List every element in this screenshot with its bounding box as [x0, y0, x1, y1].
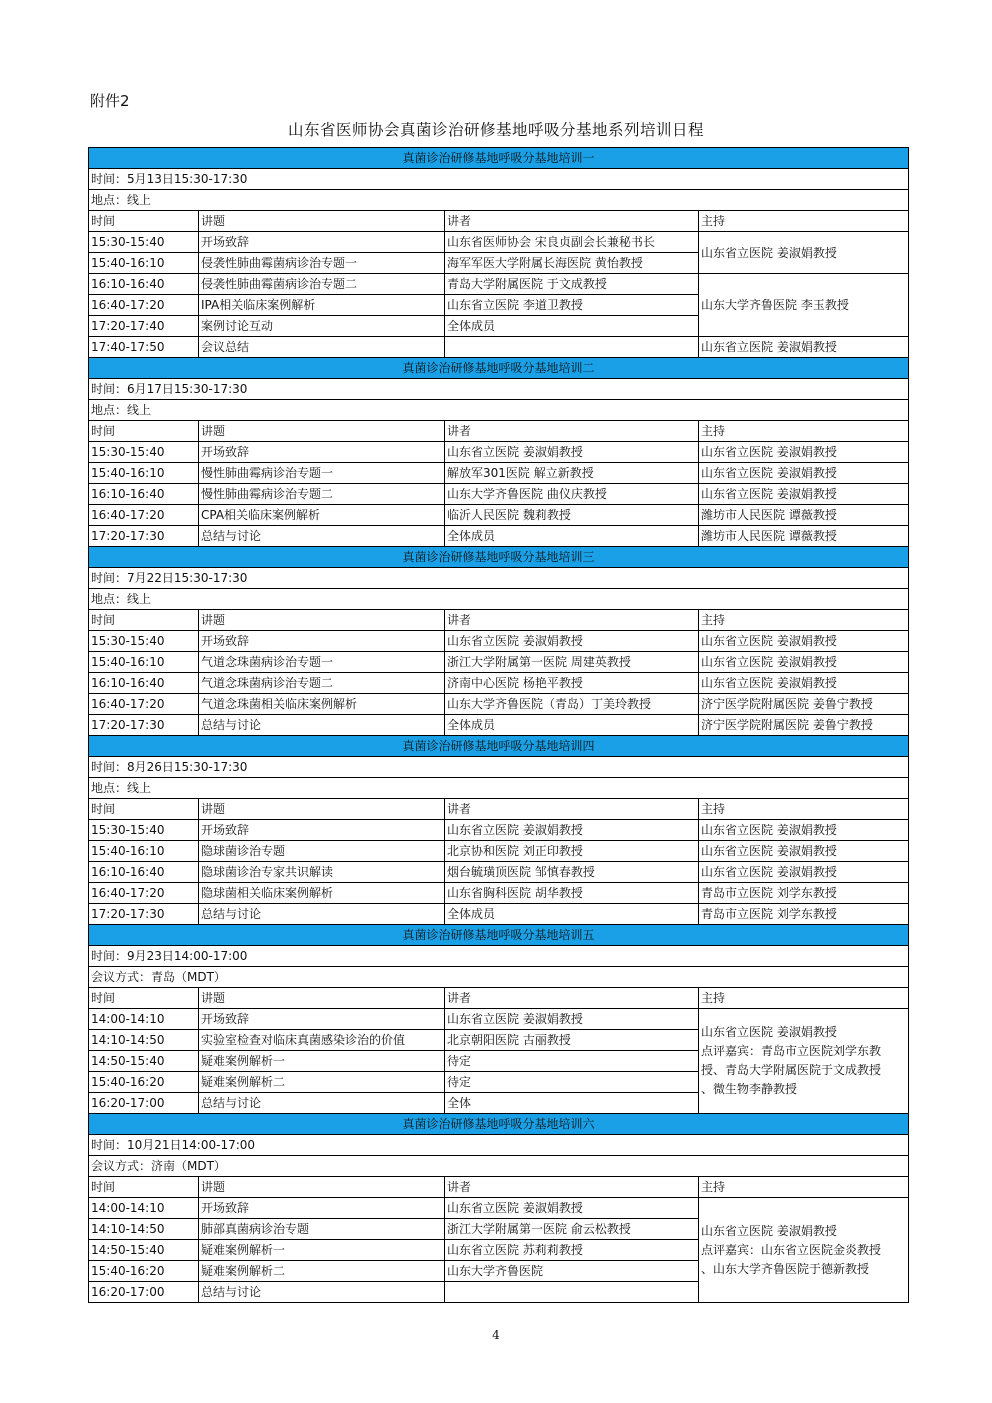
row-time: 15:40-16:10 — [89, 652, 199, 673]
session-header-row — [89, 148, 909, 169]
row-topic: 疑难案例解析一 — [199, 1051, 445, 1072]
row-topic: 肺部真菌病诊治专题 — [199, 1219, 445, 1240]
row-topic: 总结与讨论 — [199, 1282, 445, 1303]
row-host: 山东省立医院 姜淑娟教授 — [699, 442, 909, 463]
column-header-row — [89, 988, 909, 1009]
row-topic: 总结与讨论 — [199, 904, 445, 925]
row-topic: 开场致辞 — [199, 442, 445, 463]
row-topic: 隐球菌相关临床案例解析 — [199, 883, 445, 904]
row-topic: 总结与讨论 — [199, 715, 445, 736]
row-topic: 疑难案例解析一 — [199, 1240, 445, 1261]
row-time: 17:20-17:30 — [89, 715, 199, 736]
session-header: 真菌诊治研修基地呼吸分基地培训五 — [89, 925, 909, 946]
row-host: 山东省立医院 姜淑娟教授 — [699, 463, 909, 484]
row-time: 16:20-17:00 — [89, 1093, 199, 1114]
row-time: 14:10-14:50 — [89, 1219, 199, 1240]
row-topic: 开场致辞 — [199, 631, 445, 652]
row-speaker — [445, 337, 699, 358]
row-host: 山东大学齐鲁医院 李玉教授 — [699, 274, 909, 337]
row-speaker: 济南中心医院 杨艳平教授 — [445, 673, 699, 694]
row-speaker: 北京协和医院 刘正印教授 — [445, 841, 699, 862]
row-speaker: 青岛大学附属医院 于文成教授 — [445, 274, 699, 295]
row-topic: 气道念珠菌病诊治专题二 — [199, 673, 445, 694]
col-host: 主持 — [699, 421, 909, 442]
row-speaker: 山东省立医院 姜淑娟教授 — [445, 1009, 699, 1030]
row-host: 山东省立医院 姜淑娟教授 — [699, 673, 909, 694]
row-time: 16:40-17:20 — [89, 883, 199, 904]
table-row — [89, 883, 909, 904]
row-speaker: 山东省立医院 姜淑娟教授 — [445, 1198, 699, 1219]
row-topic: 疑难案例解析二 — [199, 1261, 445, 1282]
row-host: 山东省立医院 姜淑娟教授 — [699, 862, 909, 883]
row-time: 14:10-14:50 — [89, 1030, 199, 1051]
attachment-label: 附件2 — [90, 92, 130, 110]
col-topic: 讲题 — [199, 610, 445, 631]
col-topic: 讲题 — [199, 988, 445, 1009]
session-place: 会议方式：济南（MDT） — [89, 1156, 909, 1177]
col-topic: 讲题 — [199, 1177, 445, 1198]
row-speaker: 全体成员 — [445, 715, 699, 736]
row-host: 山东省立医院 姜淑娟教授 — [699, 232, 909, 274]
session-header: 真菌诊治研修基地呼吸分基地培训二 — [89, 358, 909, 379]
row-time: 15:40-16:20 — [89, 1072, 199, 1093]
row-host: 山东省立医院 姜淑娟教授 — [699, 631, 909, 652]
row-time: 15:40-16:10 — [89, 463, 199, 484]
row-speaker: 山东省立医院 姜淑娟教授 — [445, 442, 699, 463]
row-time: 16:10-16:40 — [89, 274, 199, 295]
host-line: 山东省立医院 姜淑娟教授 — [701, 1223, 837, 1238]
row-topic: 实验室检查对临床真菌感染诊治的价值 — [199, 1030, 445, 1051]
row-speaker: 山东省立医院 姜淑娟教授 — [445, 820, 699, 841]
row-host: 山东省立医院 姜淑娟教授 — [699, 484, 909, 505]
row-topic: 慢性肺曲霉病诊治专题二 — [199, 484, 445, 505]
col-time: 时间 — [89, 421, 199, 442]
session-place: 地点：线上 — [89, 400, 909, 421]
row-speaker: 解放军301医院 解立新教授 — [445, 463, 699, 484]
row-speaker: 全体成员 — [445, 526, 699, 547]
table-row — [89, 820, 909, 841]
row-speaker: 全体成员 — [445, 904, 699, 925]
row-time: 16:40-17:20 — [89, 694, 199, 715]
row-speaker: 山东省胸科医院 胡华教授 — [445, 883, 699, 904]
row-time: 16:40-17:20 — [89, 295, 199, 316]
row-topic: IPA相关临床案例解析 — [199, 295, 445, 316]
row-speaker: 全体成员 — [445, 316, 699, 337]
table-row — [89, 526, 909, 547]
session-place: 会议方式：青岛（MDT） — [89, 967, 909, 988]
row-time: 15:40-16:20 — [89, 1261, 199, 1282]
column-header-row — [89, 610, 909, 631]
row-topic: CPA相关临床案例解析 — [199, 505, 445, 526]
col-speaker: 讲者 — [445, 1177, 699, 1198]
table-row — [89, 694, 909, 715]
table-row — [89, 337, 909, 358]
session-time: 时间：7月22日15:30-17:30 — [89, 568, 909, 589]
row-time: 15:40-16:10 — [89, 841, 199, 862]
row-speaker: 浙江大学附属第一医院 周建英教授 — [445, 652, 699, 673]
table-row — [89, 631, 909, 652]
table-row — [89, 652, 909, 673]
table-row — [89, 232, 909, 253]
row-time: 15:30-15:40 — [89, 631, 199, 652]
session-time: 时间：6月17日15:30-17:30 — [89, 379, 909, 400]
col-host: 主持 — [699, 211, 909, 232]
row-speaker: 山东省医师协会 宋良贞副会长兼秘书长 — [445, 232, 699, 253]
row-host: 山东省立医院 姜淑娟教授 — [699, 652, 909, 673]
row-time: 17:20-17:30 — [89, 904, 199, 925]
column-header-row — [89, 211, 909, 232]
session-header: 真菌诊治研修基地呼吸分基地培训六 — [89, 1114, 909, 1135]
row-speaker: 山东省立医院 李道卫教授 — [445, 295, 699, 316]
row-topic: 开场致辞 — [199, 1198, 445, 1219]
col-time: 时间 — [89, 799, 199, 820]
col-time: 时间 — [89, 1177, 199, 1198]
session-header-row — [89, 358, 909, 379]
table-row — [89, 841, 909, 862]
row-time: 17:40-17:50 — [89, 337, 199, 358]
row-topic: 开场致辞 — [199, 1009, 445, 1030]
row-host: 济宁医学院附属医院 姜鲁宁教授 — [699, 694, 909, 715]
page-number: 4 — [492, 1328, 500, 1342]
table-row — [89, 505, 909, 526]
session-header-row — [89, 1114, 909, 1135]
row-host: 山东省立医院 姜淑娟教授 — [699, 337, 909, 358]
table-row — [89, 1009, 909, 1030]
host-block — [699, 1009, 909, 1114]
row-time: 16:20-17:00 — [89, 1282, 199, 1303]
row-host: 潍坊市人民医院 谭薇教授 — [699, 526, 909, 547]
session-header-row — [89, 547, 909, 568]
col-speaker: 讲者 — [445, 421, 699, 442]
row-time: 14:00-14:10 — [89, 1198, 199, 1219]
session-place: 地点：线上 — [89, 589, 909, 610]
row-host: 山东省立医院 姜淑娟教授 — [699, 841, 909, 862]
col-host: 主持 — [699, 610, 909, 631]
session-time: 时间：9月23日14:00-17:00 — [89, 946, 909, 967]
row-speaker: 待定 — [445, 1072, 699, 1093]
row-time: 16:40-17:20 — [89, 505, 199, 526]
row-time: 15:40-16:10 — [89, 253, 199, 274]
row-time: 14:50-15:40 — [89, 1051, 199, 1072]
row-host: 潍坊市人民医院 谭薇教授 — [699, 505, 909, 526]
col-host: 主持 — [699, 988, 909, 1009]
col-topic: 讲题 — [199, 421, 445, 442]
row-topic: 总结与讨论 — [199, 526, 445, 547]
row-topic: 疑难案例解析二 — [199, 1072, 445, 1093]
row-topic: 会议总结 — [199, 337, 445, 358]
row-speaker: 海军军医大学附属长海医院 黄怡教授 — [445, 253, 699, 274]
row-host: 山东省立医院 姜淑娟教授 — [699, 820, 909, 841]
table-row — [89, 274, 909, 295]
session-time: 时间：8月26日15:30-17:30 — [89, 757, 909, 778]
col-host: 主持 — [699, 1177, 909, 1198]
schedule-table — [88, 147, 909, 1303]
host-line: 、山东大学齐鲁医院于德新教授 — [701, 1261, 870, 1276]
table-row — [89, 484, 909, 505]
table-row — [89, 862, 909, 883]
row-topic: 气道念珠菌相关临床案例解析 — [199, 694, 445, 715]
row-speaker: 山东省立医院 姜淑娟教授 — [445, 631, 699, 652]
session-header-row — [89, 925, 909, 946]
column-header-row — [89, 1177, 909, 1198]
row-time: 14:00-14:10 — [89, 1009, 199, 1030]
col-time: 时间 — [89, 988, 199, 1009]
row-topic: 隐球菌诊治专家共识解读 — [199, 862, 445, 883]
row-time: 15:30-15:40 — [89, 232, 199, 253]
host-line: 、微生物李静教授 — [701, 1082, 798, 1096]
col-speaker: 讲者 — [445, 610, 699, 631]
row-host: 济宁医学院附属医院 姜鲁宁教授 — [699, 715, 909, 736]
session-header: 真菌诊治研修基地呼吸分基地培训四 — [89, 736, 909, 757]
document-title: 山东省医师协会真菌诊治研修基地呼吸分基地系列培训日程 — [287, 121, 704, 139]
row-topic: 侵袭性肺曲霉菌病诊治专题一 — [199, 253, 445, 274]
session-place: 地点：线上 — [89, 778, 909, 799]
row-time: 17:20-17:30 — [89, 526, 199, 547]
row-speaker: 北京朝阳医院 古丽教授 — [445, 1030, 699, 1051]
row-time: 14:50-15:40 — [89, 1240, 199, 1261]
row-time: 16:10-16:40 — [89, 862, 199, 883]
col-speaker: 讲者 — [445, 799, 699, 820]
host-block — [699, 1198, 909, 1303]
col-host: 主持 — [699, 799, 909, 820]
col-topic: 讲题 — [199, 211, 445, 232]
row-topic: 开场致辞 — [199, 820, 445, 841]
table-row — [89, 1198, 909, 1219]
table-row — [89, 442, 909, 463]
row-time: 15:30-15:40 — [89, 442, 199, 463]
table-row — [89, 673, 909, 694]
session-place: 地点：线上 — [89, 190, 909, 211]
table-row — [89, 463, 909, 484]
host-line: 点评嘉宾：山东省立医院金炎教授 — [701, 1242, 882, 1257]
row-speaker: 待定 — [445, 1051, 699, 1072]
table-row — [89, 715, 909, 736]
col-speaker: 讲者 — [445, 988, 699, 1009]
row-time: 15:30-15:40 — [89, 820, 199, 841]
column-header-row — [89, 799, 909, 820]
host-line: 点评嘉宾：青岛市立医院刘学东教 — [701, 1044, 882, 1058]
row-topic: 开场致辞 — [199, 232, 445, 253]
session-header-row — [89, 736, 909, 757]
session-time: 时间：5月13日15:30-17:30 — [89, 169, 909, 190]
session-time: 时间：10月21日14:00-17:00 — [89, 1135, 909, 1156]
row-speaker — [445, 1282, 699, 1303]
row-time: 17:20-17:40 — [89, 316, 199, 337]
row-time: 16:10-16:40 — [89, 484, 199, 505]
row-topic: 慢性肺曲霉病诊治专题一 — [199, 463, 445, 484]
row-speaker: 山东省立医院 苏莉莉教授 — [445, 1240, 699, 1261]
row-topic: 总结与讨论 — [199, 1093, 445, 1114]
row-speaker: 烟台毓璜顶医院 邹慎春教授 — [445, 862, 699, 883]
host-line: 授、青岛大学附属医院于文成教授 — [701, 1063, 882, 1077]
row-host: 青岛市立医院 刘学东教授 — [699, 904, 909, 925]
table-row — [89, 904, 909, 925]
row-speaker: 山东大学齐鲁医院 — [445, 1261, 699, 1282]
col-time: 时间 — [89, 610, 199, 631]
row-topic: 气道念珠菌病诊治专题一 — [199, 652, 445, 673]
host-line: 山东省立医院 姜淑娟教授 — [701, 1025, 837, 1039]
col-speaker: 讲者 — [445, 211, 699, 232]
row-speaker: 山东大学齐鲁医院 曲仪庆教授 — [445, 484, 699, 505]
col-topic: 讲题 — [199, 799, 445, 820]
row-speaker: 临沂人民医院 魏莉教授 — [445, 505, 699, 526]
row-host: 青岛市立医院 刘学东教授 — [699, 883, 909, 904]
column-header-row — [89, 421, 909, 442]
col-time: 时间 — [89, 211, 199, 232]
row-speaker: 山东大学齐鲁医院（青岛）丁美玲教授 — [445, 694, 699, 715]
row-topic: 隐球菌诊治专题 — [199, 841, 445, 862]
row-topic: 案例讨论互动 — [199, 316, 445, 337]
row-time: 16:10-16:40 — [89, 673, 199, 694]
row-topic: 侵袭性肺曲霉菌病诊治专题二 — [199, 274, 445, 295]
row-speaker: 全体 — [445, 1093, 699, 1114]
session-header: 真菌诊治研修基地呼吸分基地培训三 — [89, 547, 909, 568]
session-header: 真菌诊治研修基地呼吸分基地培训一 — [89, 148, 909, 169]
row-speaker: 浙江大学附属第一医院 俞云松教授 — [445, 1219, 699, 1240]
